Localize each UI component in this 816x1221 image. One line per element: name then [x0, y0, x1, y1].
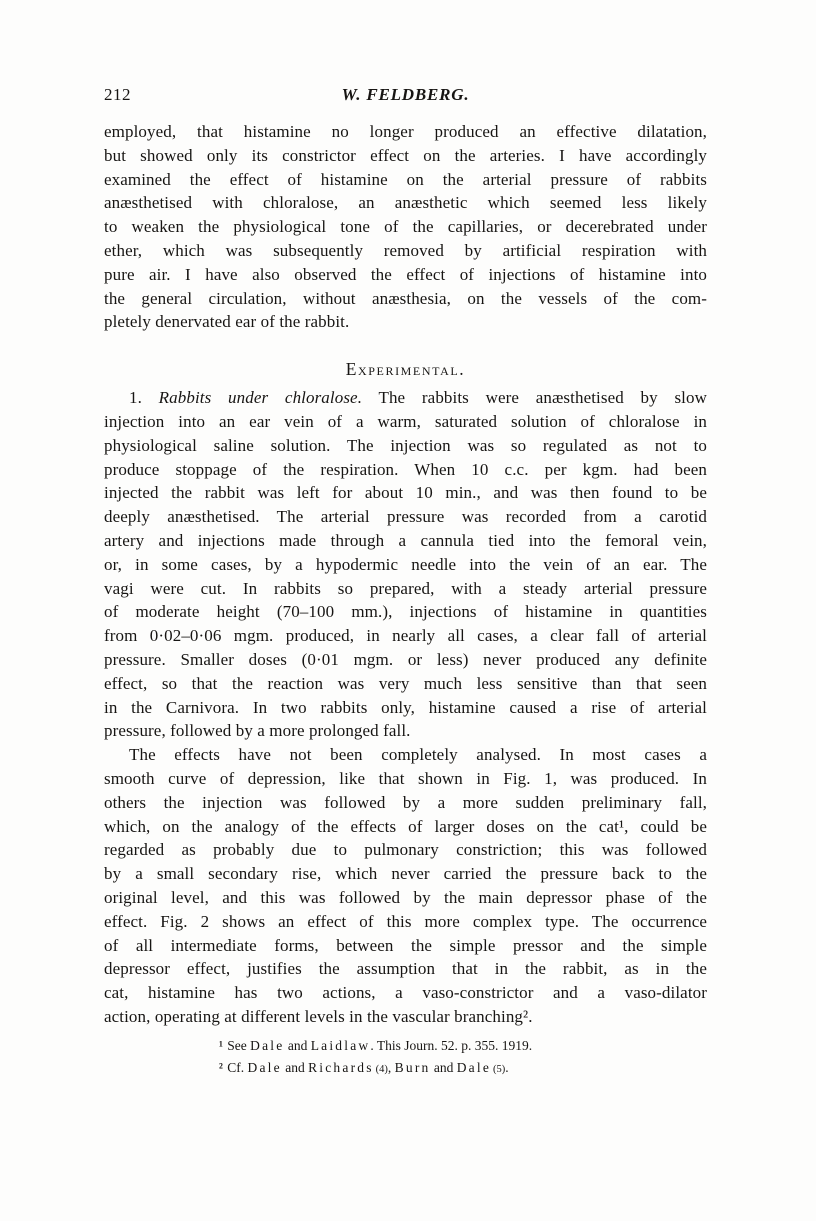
text-line: pure air. I have also observed the effect of injections of histamine into	[104, 264, 707, 284]
author-name: Dale	[247, 1059, 282, 1075]
text-line: or, in some cases, by a hypodermic needle into the vein of an ear. The	[104, 554, 707, 574]
citation-reference: (5)	[493, 1063, 506, 1075]
text-line: injection into an ear vein of a warm, saturated solution of chloralose in	[104, 411, 707, 431]
text-fragment: . This Journ. 52. p. 355. 1919.	[370, 1037, 533, 1053]
footnotes	[219, 1035, 707, 1081]
text-fragment: and	[430, 1059, 457, 1075]
text-line: others the injection was followed by a more sudden preliminary fall,	[104, 792, 707, 812]
subsection-title: Rabbits under chloralose.	[141, 388, 363, 408]
text-fragment: and	[284, 1037, 311, 1053]
text-line: regarded as probably due to pulmonary constriction; this was followed	[104, 840, 707, 860]
text-line: deeply anæsthetised. The arterial pressure was recorded from a carotid	[104, 507, 707, 527]
page-number: 212	[104, 85, 131, 104]
author-name: Laidlaw	[310, 1037, 371, 1053]
text-fragment: Cf.	[223, 1059, 248, 1075]
author-name: Richards	[308, 1059, 374, 1075]
section-heading: Experimental.	[345, 359, 466, 380]
text-column	[104, 84, 707, 1081]
text-line: anæsthetised with chloralose, an anæsthetic which seemed less likely	[104, 193, 707, 213]
text-line: to weaken the physiological tone of the capillaries, or decerebrated under	[104, 217, 707, 237]
paragraph-effects	[104, 743, 707, 1029]
text-line: from 0·02–0·06 mgm. produced, in nearly all cases, a clear fall of arterial	[104, 626, 707, 646]
text-line: which, on the analogy of the effects of larger doses on the cat¹, could be	[104, 816, 707, 836]
text-line: examined the effect of histamine on the arterial pressure of rabbits	[104, 169, 707, 189]
text-line	[104, 386, 707, 410]
text-fragment: See	[223, 1037, 251, 1053]
list-number: 1.	[129, 388, 142, 408]
footnote-marker: ²	[219, 1059, 223, 1075]
text-fragment: The rabbits were anæsthetised by slow	[362, 388, 707, 408]
text-line: of all intermediate forms, between the simple pressor and the simple	[104, 935, 707, 955]
text-line: pletely denervated ear of the rabbit.	[104, 312, 350, 332]
text-line: effect, so that the reaction was very much less sensitive than that seen	[104, 673, 707, 693]
citation-reference: (4)	[375, 1063, 388, 1075]
text-line: action, operating at different levels in the vascular branching².	[104, 1006, 533, 1026]
running-header	[104, 84, 707, 106]
paragraph-body	[104, 410, 707, 743]
text-line: depressor effect, justifies the assumption that in the rabbit, as in the	[104, 959, 707, 979]
footnote-marker: ¹	[219, 1037, 223, 1053]
text-line: smooth curve of depression, like that shown in Fig. 1, was produced. In	[104, 768, 707, 788]
author-name: Burn	[394, 1059, 431, 1075]
text-fragment: ,	[387, 1059, 395, 1075]
text-line: effect. Fig. 2 shows an effect of this more complex type. The occurrence	[104, 911, 707, 931]
footnote-1	[219, 1035, 707, 1057]
text-line: ether, which was subsequently removed by artificial respiration with	[104, 240, 707, 260]
text-line: but showed only its constrictor effect on the arteries. I have accordingly	[104, 145, 707, 165]
text-line: cat, histamine has two actions, a vaso-constrictor and a vaso-dilator	[104, 983, 707, 1003]
text-line: vagi were cut. In rabbits so prepared, with a steady arterial pressure	[104, 578, 707, 598]
author-name: Dale	[250, 1037, 285, 1053]
text-line: physiological saline solution. The injection was so regulated as not to	[104, 435, 707, 455]
text-line: produce stoppage of the respiration. When 10 c.c. per kgm. had been	[104, 459, 707, 479]
text-line: the general circulation, without anæsthesia, on the vessels of the com-	[104, 288, 707, 308]
text-line: pressure. Smaller doses (0·01 mgm. or less) never produced any definite	[104, 649, 707, 669]
paragraph-rabbits-under-chloralose	[104, 386, 707, 743]
text-line: pressure, followed by a more prolonged fall.	[104, 721, 411, 741]
running-title: W. FELDBERG.	[341, 85, 470, 104]
text-line: injected the rabbit was left for about 10 min., and was then found to be	[104, 483, 707, 503]
text-line: in the Carnivora. In two rabbits only, histamine caused a rise of arterial	[104, 697, 707, 717]
text-line: The effects have not been completely analysed. In most cases a	[129, 745, 707, 765]
text-line: artery and injections made through a cannula tied into the femoral vein,	[104, 530, 707, 550]
text-line: original level, and this was followed by the main depressor phase of the	[104, 887, 707, 907]
author-name: Dale	[456, 1059, 492, 1075]
text-fragment: and	[281, 1059, 309, 1075]
text-line: employed, that histamine no longer produced an effective dilatation,	[104, 122, 707, 141]
footnote-2	[219, 1057, 707, 1081]
text-line: of moderate height (70–100 mm.), injections of histamine in quantities	[104, 602, 707, 622]
text-line: by a small secondary rise, which never carried the pressure back to the	[104, 864, 707, 884]
text-fragment: .	[505, 1059, 509, 1075]
paragraph-intro	[104, 120, 707, 334]
